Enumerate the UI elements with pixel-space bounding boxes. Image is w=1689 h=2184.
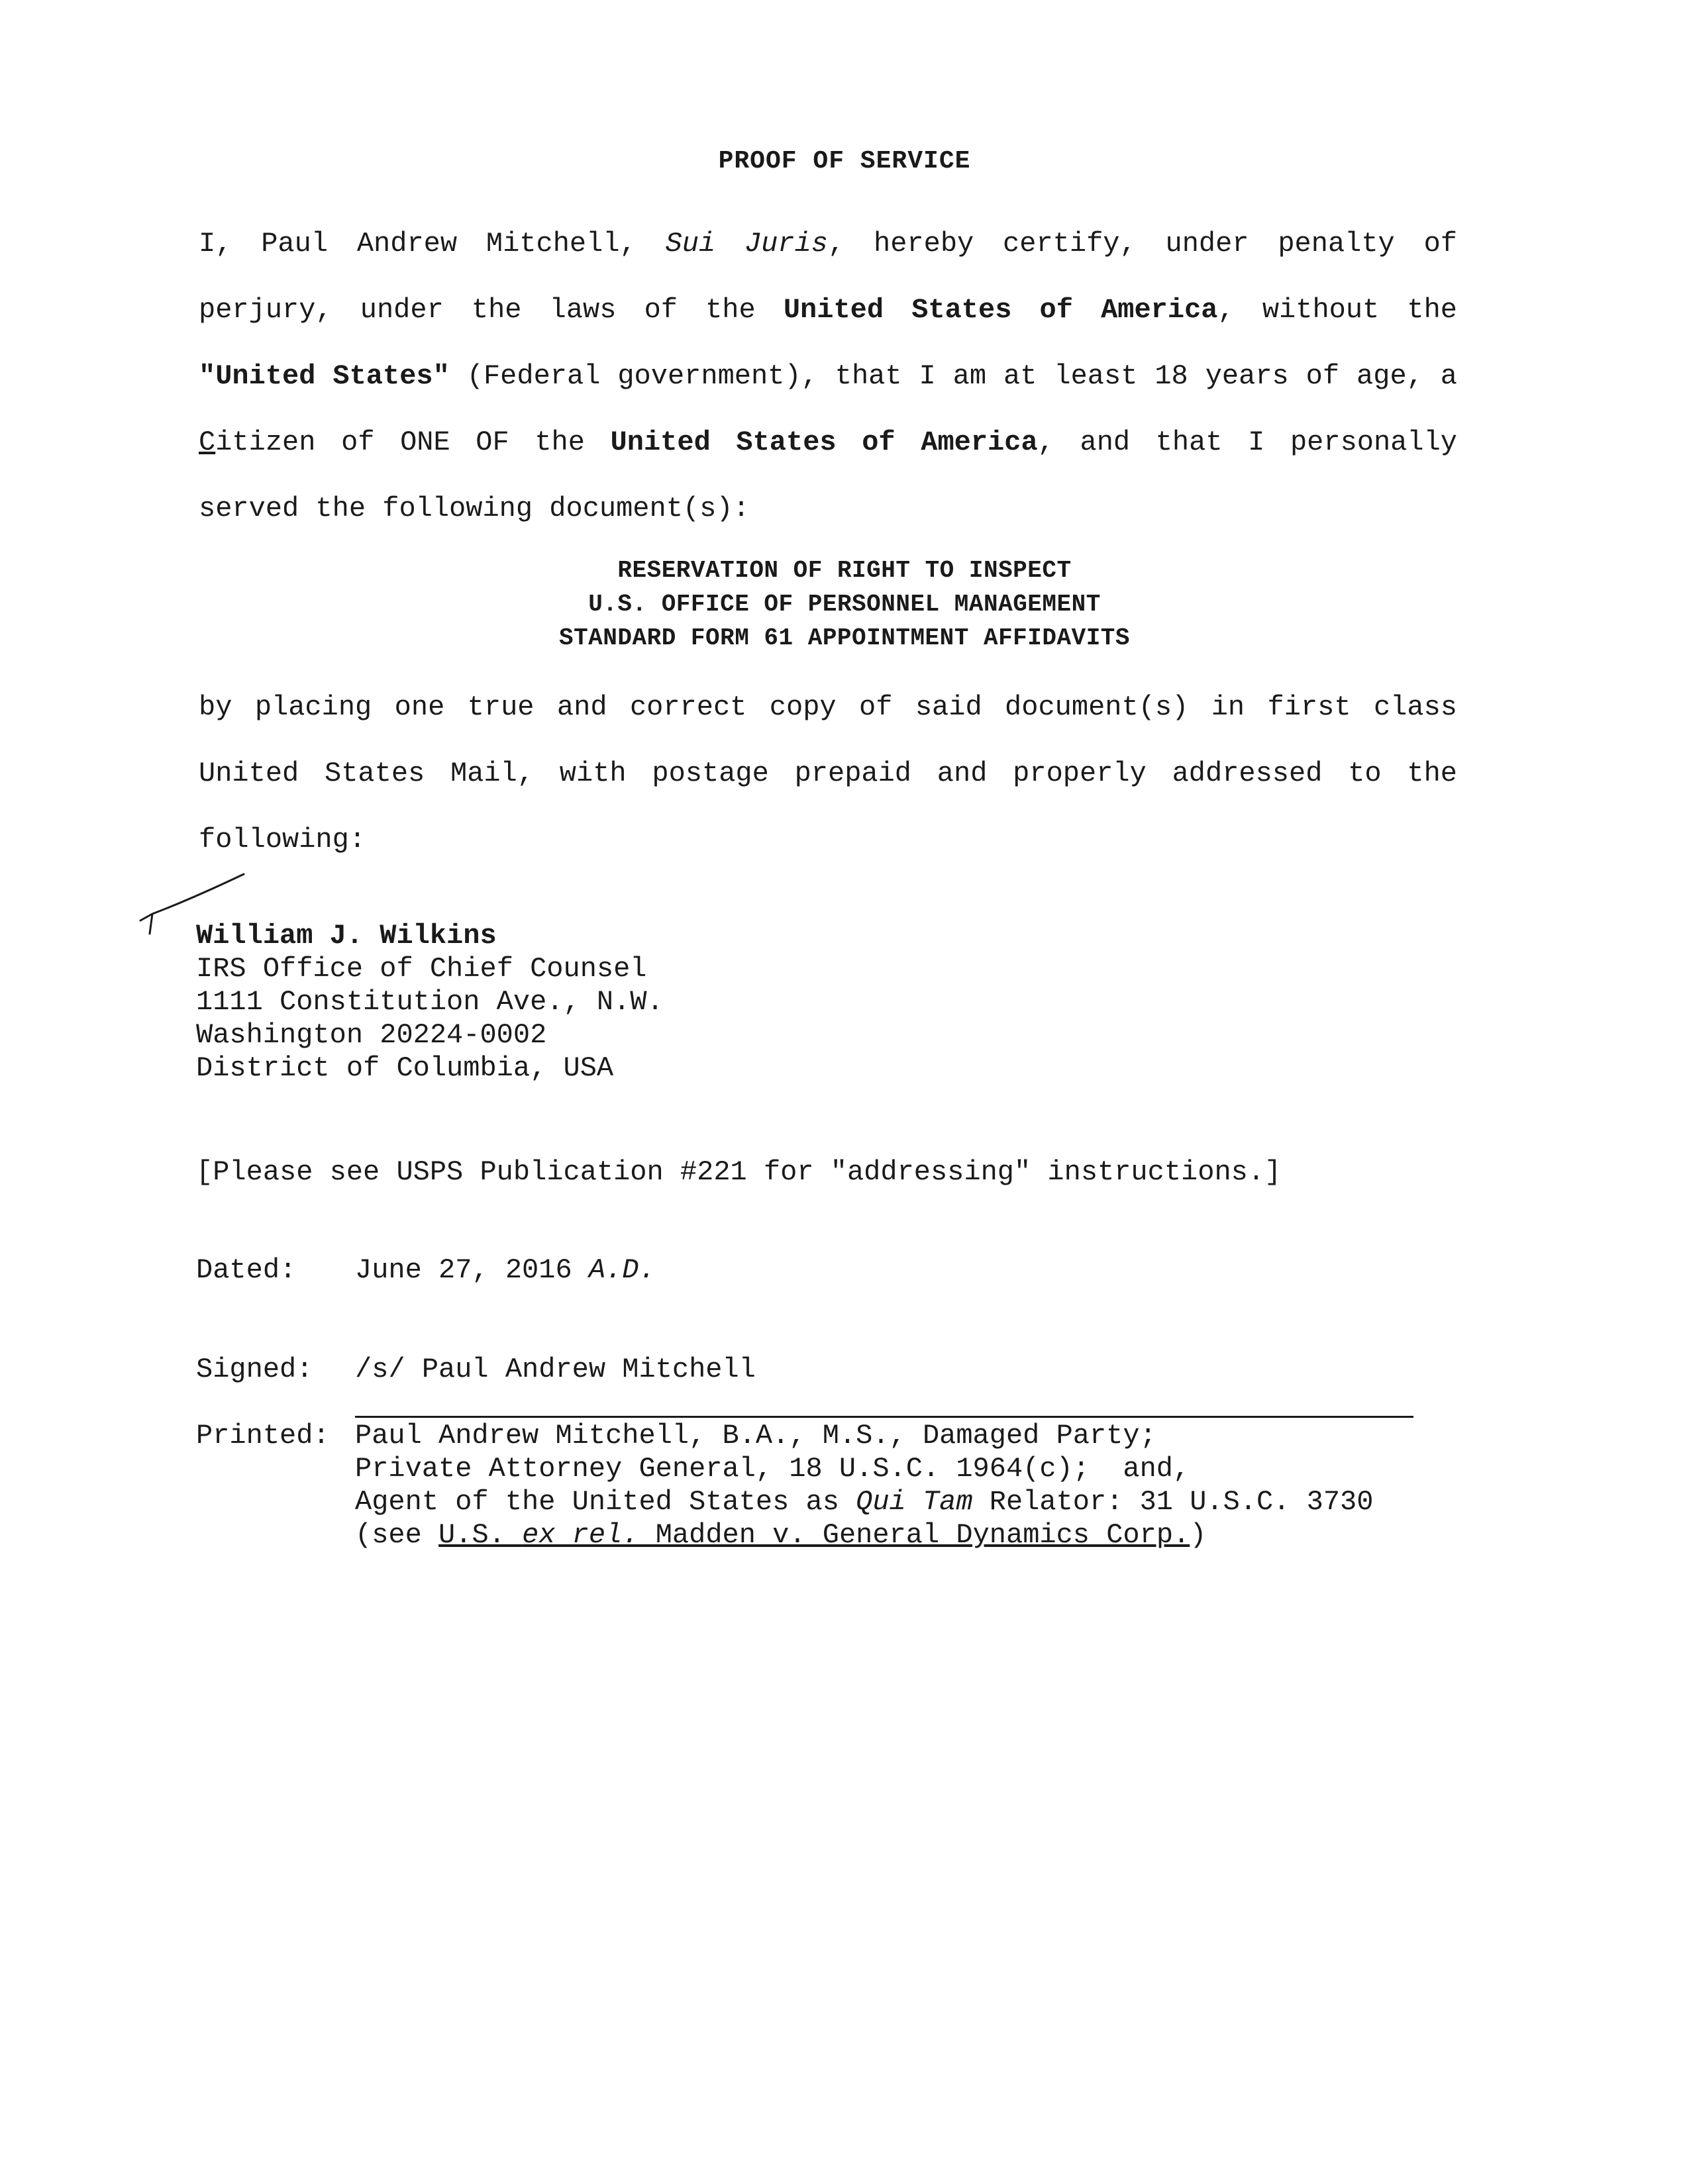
usa-bold: United States of America: [610, 426, 1038, 458]
dated-label: Dated:: [196, 1254, 297, 1286]
text: ): [1190, 1519, 1207, 1551]
recipient-name: William J. Wilkins: [196, 920, 497, 952]
doc-title-line: U.S. OFFICE OF PERSONNEL MANAGEMENT: [588, 591, 1101, 618]
text: U.S.: [438, 1519, 523, 1551]
signed-value: /s/ Paul Andrew Mitchell: [355, 1354, 756, 1385]
printed-row: [196, 1419, 355, 1452]
service-method-paragraph: by placing one true and correct copy of said document(s) in first class United States Mail, with postage prepaid and properly addressed to the following:: [199, 691, 1457, 856]
dated-row: [196, 1254, 656, 1287]
text: (Federal government), that I am at least 18 years of age, a: [449, 360, 1458, 392]
case-citation: [438, 1519, 1190, 1551]
text: I, Paul Andrew Mitchell,: [199, 228, 666, 260]
address-line: 1111 Constitution Ave., N.W.: [196, 986, 664, 1018]
text: Madden v. General Dynamics Corp.: [639, 1519, 1190, 1551]
text: (see: [355, 1519, 439, 1551]
sui-juris: Sui Juris: [665, 228, 828, 260]
text: Relator: 31 U.S.C. 3730: [972, 1486, 1374, 1518]
doc-title-line: STANDARD FORM 61 APPOINTMENT AFFIDAVITS: [558, 624, 1131, 652]
ex-rel: ex rel.: [522, 1519, 639, 1551]
signed-row: [196, 1353, 756, 1386]
qui-tam: Qui Tam: [856, 1486, 973, 1518]
printed-line: [355, 1518, 1373, 1552]
address-line: IRS Office of Chief Counsel: [196, 953, 647, 985]
printed-line: Paul Andrew Mitchell, B.A., M.S., Damaged Party;: [355, 1420, 1156, 1452]
usa-bold: United States of America: [783, 294, 1218, 326]
page-title: PROOF OF SERVICE: [718, 147, 971, 175]
address-line: District of Columbia, USA: [196, 1052, 614, 1084]
printed-label: Printed:: [196, 1420, 330, 1452]
dated-value: June 27, 2016: [355, 1254, 589, 1286]
certification-paragraph: [199, 211, 1457, 542]
served-document-title: [0, 554, 1689, 655]
text: , hereby certify, under penalty of perjury, under the laws of the: [199, 228, 1457, 326]
text: Agent of the United States as: [355, 1486, 856, 1518]
address-line: Washington 20224-0002: [196, 1019, 547, 1051]
printed-line: [355, 1485, 1373, 1518]
united-states-bold: "United States": [199, 360, 450, 392]
doc-title-line: RESERVATION OF RIGHT TO INSPECT: [617, 557, 1072, 584]
signed-label: Signed:: [196, 1354, 313, 1385]
addressing-note: [Please see USPS Publication #221 for "addressing" instructions.]: [196, 1156, 1282, 1188]
citizen-rest: itizen: [215, 426, 316, 458]
printed-line: Private Attorney General, 18 U.S.C. 1964(c); and,: [355, 1453, 1190, 1485]
text: , without the: [1217, 294, 1457, 326]
text: , and that I personally served the following document(s):: [199, 426, 1457, 524]
recipient-address: [196, 919, 664, 1085]
text: of ONE OF the: [315, 426, 611, 458]
signature-line: [355, 1416, 1413, 1418]
dated-era: A.D.: [588, 1254, 656, 1286]
citizen-initial: C: [199, 426, 216, 458]
printed-details: [355, 1419, 1373, 1552]
